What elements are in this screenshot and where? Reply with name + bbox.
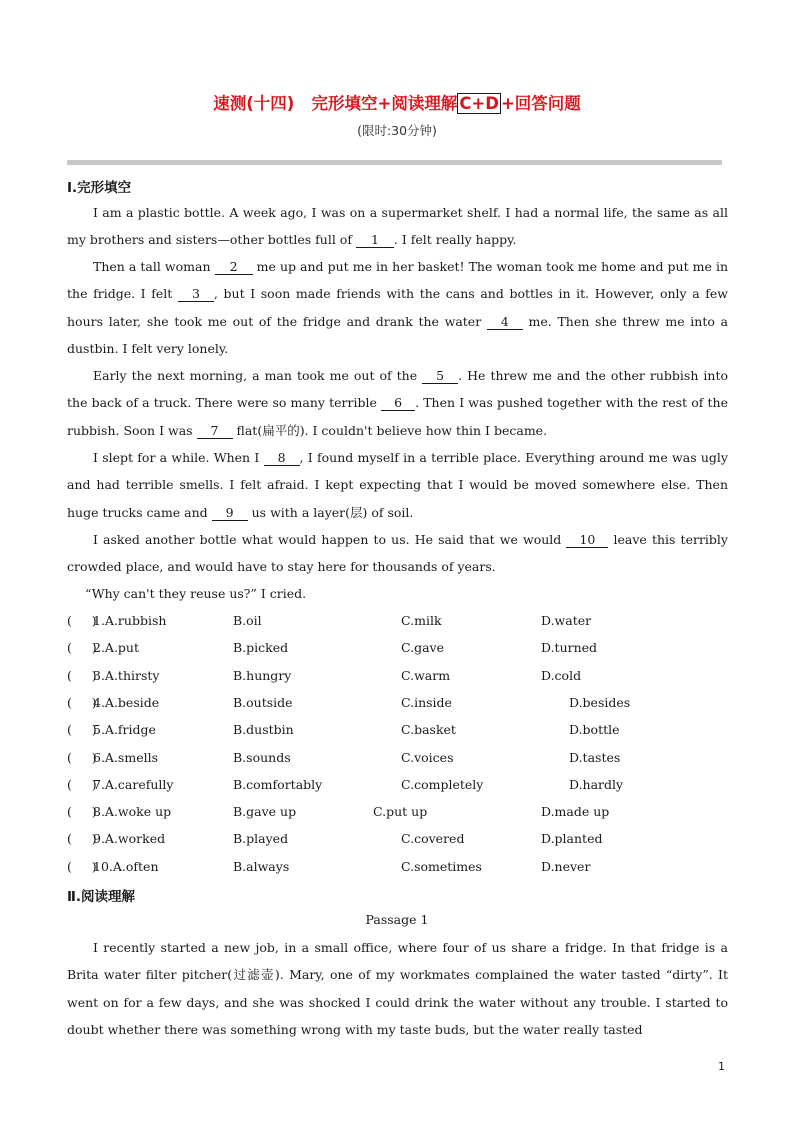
question-row — [67, 777, 728, 797]
question-row — [67, 831, 728, 851]
blank-3: 3 — [178, 286, 214, 302]
time-limit: (限时:30分钟) — [357, 123, 437, 138]
answer-bracket[interactable]: ( ) — [67, 831, 97, 847]
blank-9: 9 — [212, 505, 248, 521]
option-a: 8.A.woke up — [93, 804, 172, 820]
option-b: B.played — [233, 831, 289, 847]
option-c: C.sometimes — [401, 858, 482, 874]
answer-bracket[interactable]: ( ) — [67, 640, 97, 656]
answer-bracket[interactable]: ( ) — [67, 804, 97, 820]
cloze-paragraph-6: “Why can't they reuse us?” I cried. — [85, 586, 307, 601]
page-number: 1 — [718, 1060, 725, 1073]
option-a: 6.A.smells — [93, 749, 159, 765]
option-b: B.oil — [233, 613, 262, 628]
section-heading-cloze: Ⅰ.完形填空 — [67, 180, 132, 196]
option-c: C.milk — [401, 613, 442, 628]
passage-title: Passage 1 — [365, 912, 429, 927]
blank-1: 1 — [356, 232, 394, 248]
option-a: 4.A.beside — [93, 694, 160, 710]
option-c: C.basket — [401, 722, 456, 738]
cloze-paragraph-2: Then a tall woman 2 me up and put me in her basket! The woman took me home and put me in the fridge. I felt 3 , but I soon made friends with the cans and bottles in it. However, only a few hours later, she took me out of the fridge and drank the water 4 me. Then she threw me into a dustbin. I felt very lonely. — [67, 259, 729, 356]
answer-bracket[interactable]: ( ) — [67, 858, 97, 874]
option-b: B.picked — [233, 640, 289, 656]
option-c: C.inside — [401, 694, 452, 710]
blank-8: 8 — [264, 450, 300, 466]
question-row — [67, 804, 728, 824]
option-c: C.put up — [373, 804, 428, 820]
question-row — [67, 613, 728, 633]
option-b: B.gave up — [233, 804, 297, 820]
option-d: D.planted — [541, 831, 603, 847]
passage-1-text: I recently started a new job, in a small office, where four of us share a fridge. In that fridge is a Brita water filter pitcher(过滤壶). Mary, one of my workmates complained the water tasted “dirty”. It went on for a few days, and she was shocked I could drink the water without any trouble. I started to doubt whether there was something wrong with my taste buds, but the water really tasted — [67, 940, 728, 1037]
title-suffix: +回答问题 — [500, 94, 581, 113]
title-text: 速测(十四) 完形填空+阅读理解 — [213, 94, 458, 113]
option-d: D.bottle — [569, 722, 620, 738]
option-c: C.warm — [401, 667, 451, 683]
option-d: D.besides — [569, 694, 631, 710]
option-a: 7.A.carefully — [93, 776, 174, 792]
option-b: B.sounds — [233, 749, 291, 765]
question-row — [67, 668, 728, 688]
cloze-paragraph-4: I slept for a while. When I 8 , I found myself in a terrible place. Everything around me was ugly and had terrible smells. I felt afraid. I kept expecting that I would be moved somewhere else. Then huge trucks came and 9 us with a layer(层) of soil. — [67, 450, 728, 520]
option-a: 10.A.often — [93, 858, 159, 874]
cloze-paragraph-1: I am a plastic bottle. A week ago, I was on a supermarket shelf. I had a normal life, the same as all my brothers and sisters—other bottles full of 1 . I felt really happy. — [67, 205, 728, 248]
option-a: 2.A.put — [93, 640, 140, 656]
cloze-paragraph-5: I asked another bottle what would happen to us. He said that we would 10 leave this terribly crowded place, and would have to stay here for thousands of years. — [67, 532, 728, 575]
question-row — [67, 859, 728, 879]
option-d: D.never — [541, 858, 591, 874]
option-b: B.always — [233, 858, 290, 874]
option-d: D.tastes — [569, 749, 621, 765]
answer-bracket[interactable]: ( ) — [67, 749, 97, 765]
page-title — [0, 90, 794, 114]
option-a: 1.A.rubbish — [93, 613, 167, 628]
answer-bracket[interactable]: ( ) — [67, 667, 97, 683]
blank-4: 4 — [487, 314, 523, 330]
option-c: C.covered — [401, 831, 465, 847]
option-b: B.hungry — [233, 667, 292, 683]
option-d: D.cold — [541, 667, 582, 683]
option-c: C.voices — [401, 749, 454, 765]
cloze-paragraph-3: Early the next morning, a man took me out of the 5 . He threw me and the other rubbish into the back of a truck. There were so many terrible 6 . Then I was pushed together with the rest of the rubbish. Soon I was 7 flat(扁平的). I couldn't believe how thin I became. — [67, 368, 728, 438]
title-boxed-text: C+D — [459, 94, 499, 113]
blank-10: 10 — [566, 532, 608, 548]
option-c: C.completely — [401, 776, 484, 792]
option-d: D.turned — [541, 640, 598, 656]
blank-7: 7 — [197, 423, 233, 439]
question-row — [67, 640, 728, 660]
question-row — [67, 695, 728, 715]
answer-bracket[interactable]: ( ) — [67, 776, 97, 792]
option-d: D.water — [541, 613, 592, 628]
option-a: 3.A.thirsty — [93, 667, 160, 683]
option-b: B.dustbin — [233, 722, 294, 738]
option-a: 5.A.fridge — [93, 722, 156, 738]
question-row — [67, 750, 728, 770]
option-a: 9.A.worked — [93, 831, 166, 847]
blank-6: 6 — [381, 395, 415, 411]
answer-bracket[interactable]: ( ) — [67, 694, 97, 710]
answer-bracket[interactable]: ( ) — [67, 613, 97, 628]
section-heading-reading: Ⅱ.阅读理解 — [67, 889, 136, 905]
option-d: D.hardly — [569, 776, 624, 792]
option-c: C.gave — [401, 640, 445, 656]
divider-bar — [67, 160, 722, 165]
option-d: D.made up — [541, 804, 610, 820]
option-b: B.comfortably — [233, 776, 323, 792]
answer-bracket[interactable]: ( ) — [67, 722, 97, 738]
blank-5: 5 — [422, 368, 458, 384]
blank-2: 2 — [215, 259, 253, 275]
question-row — [67, 722, 728, 742]
option-b: B.outside — [233, 694, 293, 710]
